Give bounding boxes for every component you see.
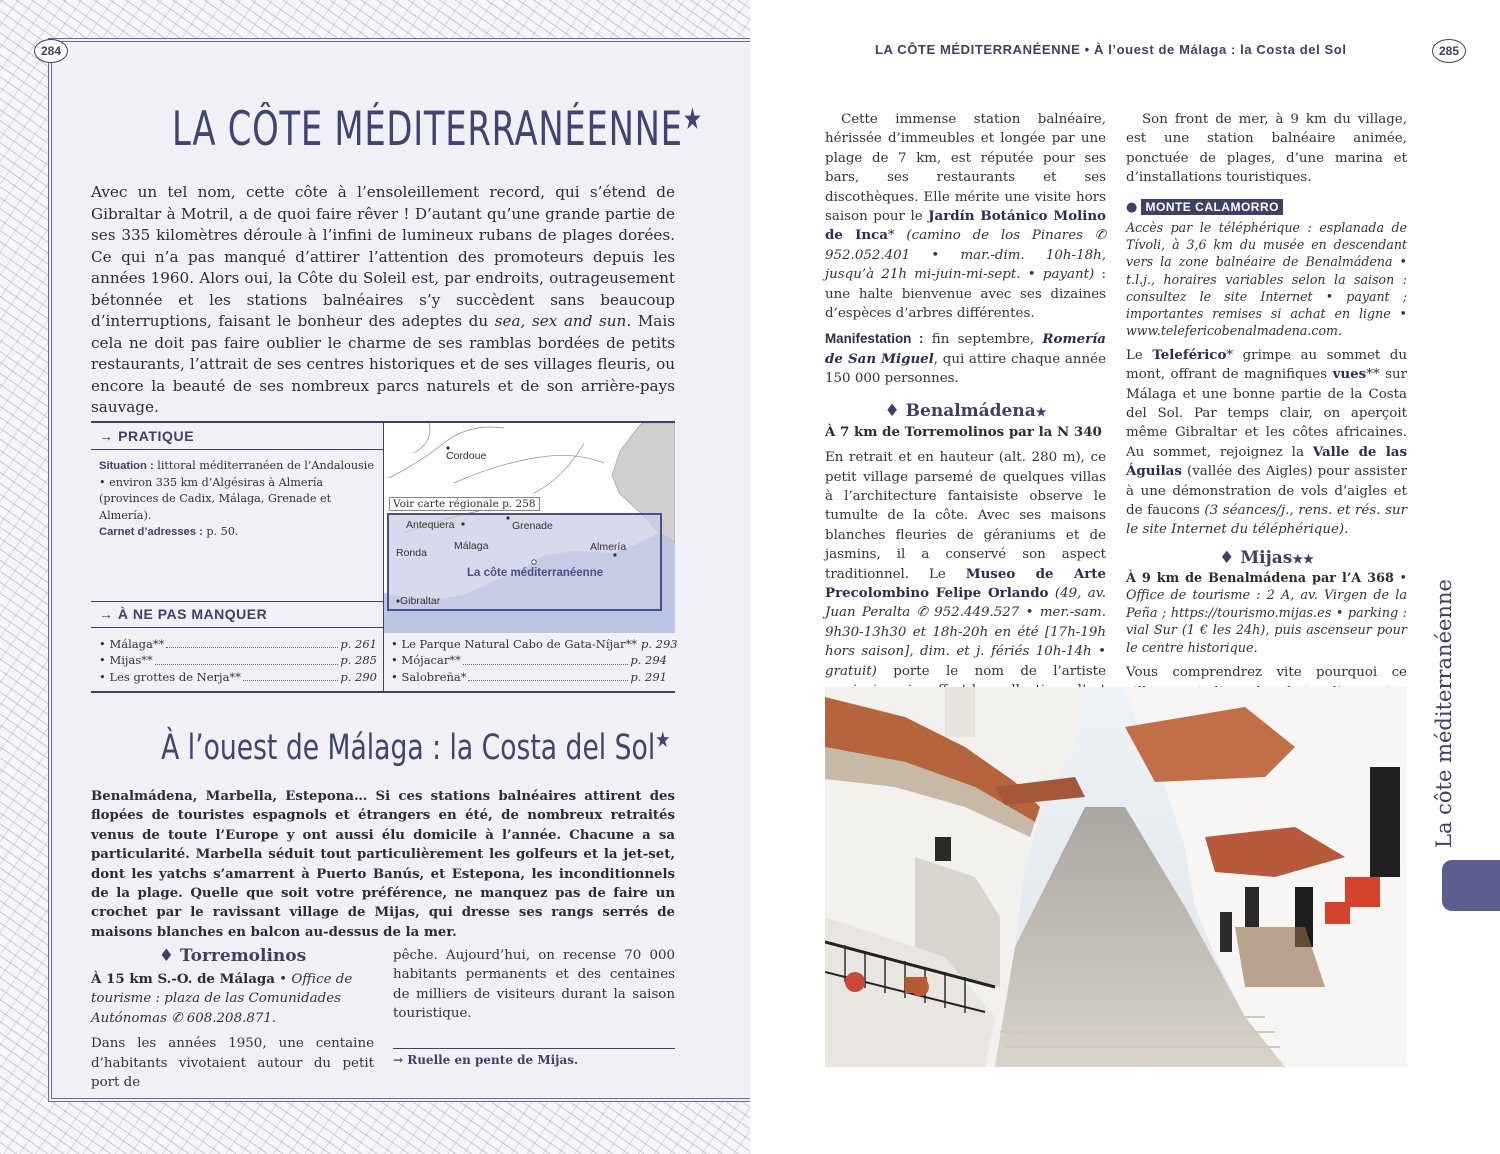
teleferico-paragraph: Le Teleférico* grimpe au sommet du mont, offrant de magnifiques vues** sur Málaga et une bonne partie de la Costa del Sol. Par temps clair, on aperçoit même Gibraltar et les côtes africaines. Au sommet, rejoignez la Valle de las Águilas (vallée des Aigles) pour assister à une démonstration de vols d’aigles et de faucons (3 séances/j., rens. et rés. sur le site Internet du téléphérique). xyxy=(1126,346,1408,538)
side-chapter-title: La côte méditerranéenne xyxy=(1432,579,1456,848)
photo-graphic xyxy=(825,687,1407,1067)
ne-pas-manquer-heading: → À NE PAS MANQUER xyxy=(91,601,383,628)
map-label-almeria: Almería xyxy=(590,541,627,553)
mijas-lead: À 9 km de Benalmádena par l’A 368 • Office de tourisme : 2 A, av. Virgen de la Peña ; https://tourismo.mijas.es • parking : vial Sur (1 € les 24h), puis ascenseur pour le centre historique. xyxy=(1126,570,1407,656)
benalmadena-paragraph: En retrait et en hauteur (alt. 280 m), ce petit village parsemé de quelques villas à l’architecture fantaisiste observe le tumulte de la côte. Avec ses maisons blanches fleuries de géraniums et de jasmins, il a conservé son aspect traditionnel. Le Museo de Arte Precolombino Felipe Orlando (49, av. Juan Peralta ✆ 952.449.527 • mer.-sam. 9h30-13h30 et 18h-20h en été [17h-19h hors saison], dim. et j. fériés 10h-14h • gratuit) porte le nom de l’artiste xyxy=(825,450,1107,679)
benalmadena-heading: ♦ Benalmádena★ xyxy=(884,400,1047,421)
page-number-right: 285 xyxy=(1432,39,1466,63)
map-label-region: La côte méditerranéenne xyxy=(467,567,604,579)
chapter-intro: Avec un tel nom, cette côte à l’ensoleillement record, qui s’étend de Gibraltar à Motril, a de quoi faire rêver ! D’autant qu’une grande partie de ses 335 kilomètres déroule à l’infini de lumineux rubans de plages dorées. Ce qui n’a pas manqué d’attirer l’attention des promoteurs depuis les années 1960. Alors oui, la Côte du Soleil est, par endroits, outrageusement bétonnée et les stations balnéaires s’y succèdent sans beaucoup d’interruptions, faisant le bonheur des adeptes du sea, sex and sun. Mais cela ne doit pas faire oublier le charme de ses ramblas bordées de petits restaurants, l’attrait de ses centres historiques et de ses villages fleuris, ou encore la beauté de ses nombreux parcs naturels et de son arrière-pays sauvage. xyxy=(91,183,675,416)
map-label-antequera: Antequera xyxy=(406,519,455,531)
torremolinos-heading: ♦ Torremolinos xyxy=(158,946,307,966)
map-label-ronda: Ronda xyxy=(396,547,427,559)
map-label-gibraltar: Gibraltar xyxy=(400,595,441,607)
pratique-text: Situation : littoral méditerranéen de l’Andalousie • environ 335 km d’Algésiras à Almería (provinces de Cadix, Málaga, Grenade et Almería). Carnet d’adresses : p. 50. xyxy=(99,459,374,538)
map-label-grenade: Grenade xyxy=(512,520,553,532)
mijas-paragraph: Vous comprendrez vite pourquoi ce xyxy=(1126,665,1407,681)
pratique-heading: → PRATIQUE xyxy=(91,423,383,450)
list-item: • Les grottes de Nerja** p. 290 xyxy=(99,669,377,684)
caption-rule xyxy=(393,1048,675,1049)
list-item: • Málaga** p. 261 xyxy=(99,637,377,651)
page-number-left: 284 xyxy=(34,39,68,63)
monte-calamorro-info: Accès par le téléphérique : esplanada de Tívoli, à 3,6 km du musée en descendant vers la zone balnéaire de Benalmádena • t.l.j., horaires variables selon la saison : consultez le site Internet • payant ; importantes remises si achat en ligne • www.telefericobenalmadena.com. xyxy=(1126,219,1407,339)
list-item: • Mójacar** p. 294 xyxy=(391,653,667,668)
regional-map xyxy=(384,423,675,633)
pratique-box xyxy=(91,421,678,693)
monte-calamorro-heading: ● MONTE CALAMORRO xyxy=(1126,196,1407,215)
chapter-thumb-tab xyxy=(1442,860,1500,911)
torremolinos-column-2 xyxy=(393,946,675,1024)
section-title: À l’ouest de Málaga : la Costa del Sol★ xyxy=(161,728,671,768)
torremolinos-paragraph: Cette immense station balnéaire, hérissée d’immeubles et longée par une plage de 7 km, est réputée pour ses bars, ses restaurants et ses discothèques. Elle mérite une visite hors saison pour le Jardín Botánico Molino de Inca* (camino de los Pinares ✆ 952.052.401 • mar.-dim. 10h-18h, jusqu’à 21h mi-juin-mi-sept. • payant) : une halte bienvenue avec ses dizaines d’espèces d’arbres différentes. xyxy=(825,112,1107,322)
section-intro: Benalmádena, Marbella, Estepona… Si ces stations balnéaires attirent des flopées de touristes espagnols et étrangers en été, de nombreux retraités venus de toute l’Europe y ont aussi élu domicile à l’année. Chacune a sa particularité. Marbella séduit tout particulièrement les golfeurs et la jet-set, dont les yatchs s’amarrent à Puerto Banús, et Estepona, les inconditionnels de la plage. Quelle que soit votre préférence, ne manquez pas de faire un crochet par le ravissant village de Mijas, qui dresse ses rangs serrés de maisons blanches en balcon au-dessus de la mer. xyxy=(91,789,675,940)
mijas-street-photo xyxy=(825,687,1407,1067)
torremolinos-column xyxy=(91,946,374,1092)
mijas-heading: ♦ Mijas★★ xyxy=(1219,547,1314,568)
list-item: • Le Parque Natural Cabo de Gata-Níjar** p. 293 xyxy=(391,637,678,651)
list-item: • Mijas** p. 285 xyxy=(99,653,377,668)
torremolinos-lead: À 15 km S.-O. de Málaga • Office de tourisme : plaza de las Comunidades Autónomas ✆ 608.208.871. xyxy=(91,971,353,1026)
chapter-title: LA CÔTE MÉDITERRANÉENNE★ xyxy=(172,102,703,157)
map-label-malaga: Málaga xyxy=(454,540,489,552)
running-head: LA CÔTE MÉDITERRANÉENNE • À l’ouest de Málaga : la Costa del Sol xyxy=(875,42,1347,57)
front-de-mer-paragraph: Son front de mer, à 9 km du village, est une station balnéaire animée, ponctuée de plages, d’une marina et d’installations touristiques. xyxy=(1126,112,1407,186)
right-column-1 xyxy=(825,110,1106,745)
benalmadena-lead: À 7 km de Torremolinos par la N 340 xyxy=(825,423,1102,440)
ne-pas-manquer-list-2 xyxy=(391,636,678,685)
map-ref-note: Voir carte régionale p. 258 xyxy=(389,497,540,511)
ne-pas-manquer-list-1 xyxy=(99,636,377,685)
torremolinos-text-cont: pêche. Aujourd’hui, on recense 70 000 habitants permanents et des centaines de milliers de visiteurs durant la saison touristique. xyxy=(393,948,675,1022)
manifestation-paragraph: Manifestation : fin septembre, Romería de San Miguel, qui attire chaque année 150 000 personnes. xyxy=(825,331,1106,387)
torremolinos-text: Dans les années 1950, une centaine d’habitants vivotaient autour du petit port de xyxy=(91,1036,374,1091)
map-label-cordoue: Cordoue xyxy=(446,450,487,462)
list-item: • Salobreña* p. 291 xyxy=(391,669,667,684)
right-column-2 xyxy=(1126,110,1407,747)
photo-caption: → Ruelle en pente de Mijas. xyxy=(393,1053,579,1067)
